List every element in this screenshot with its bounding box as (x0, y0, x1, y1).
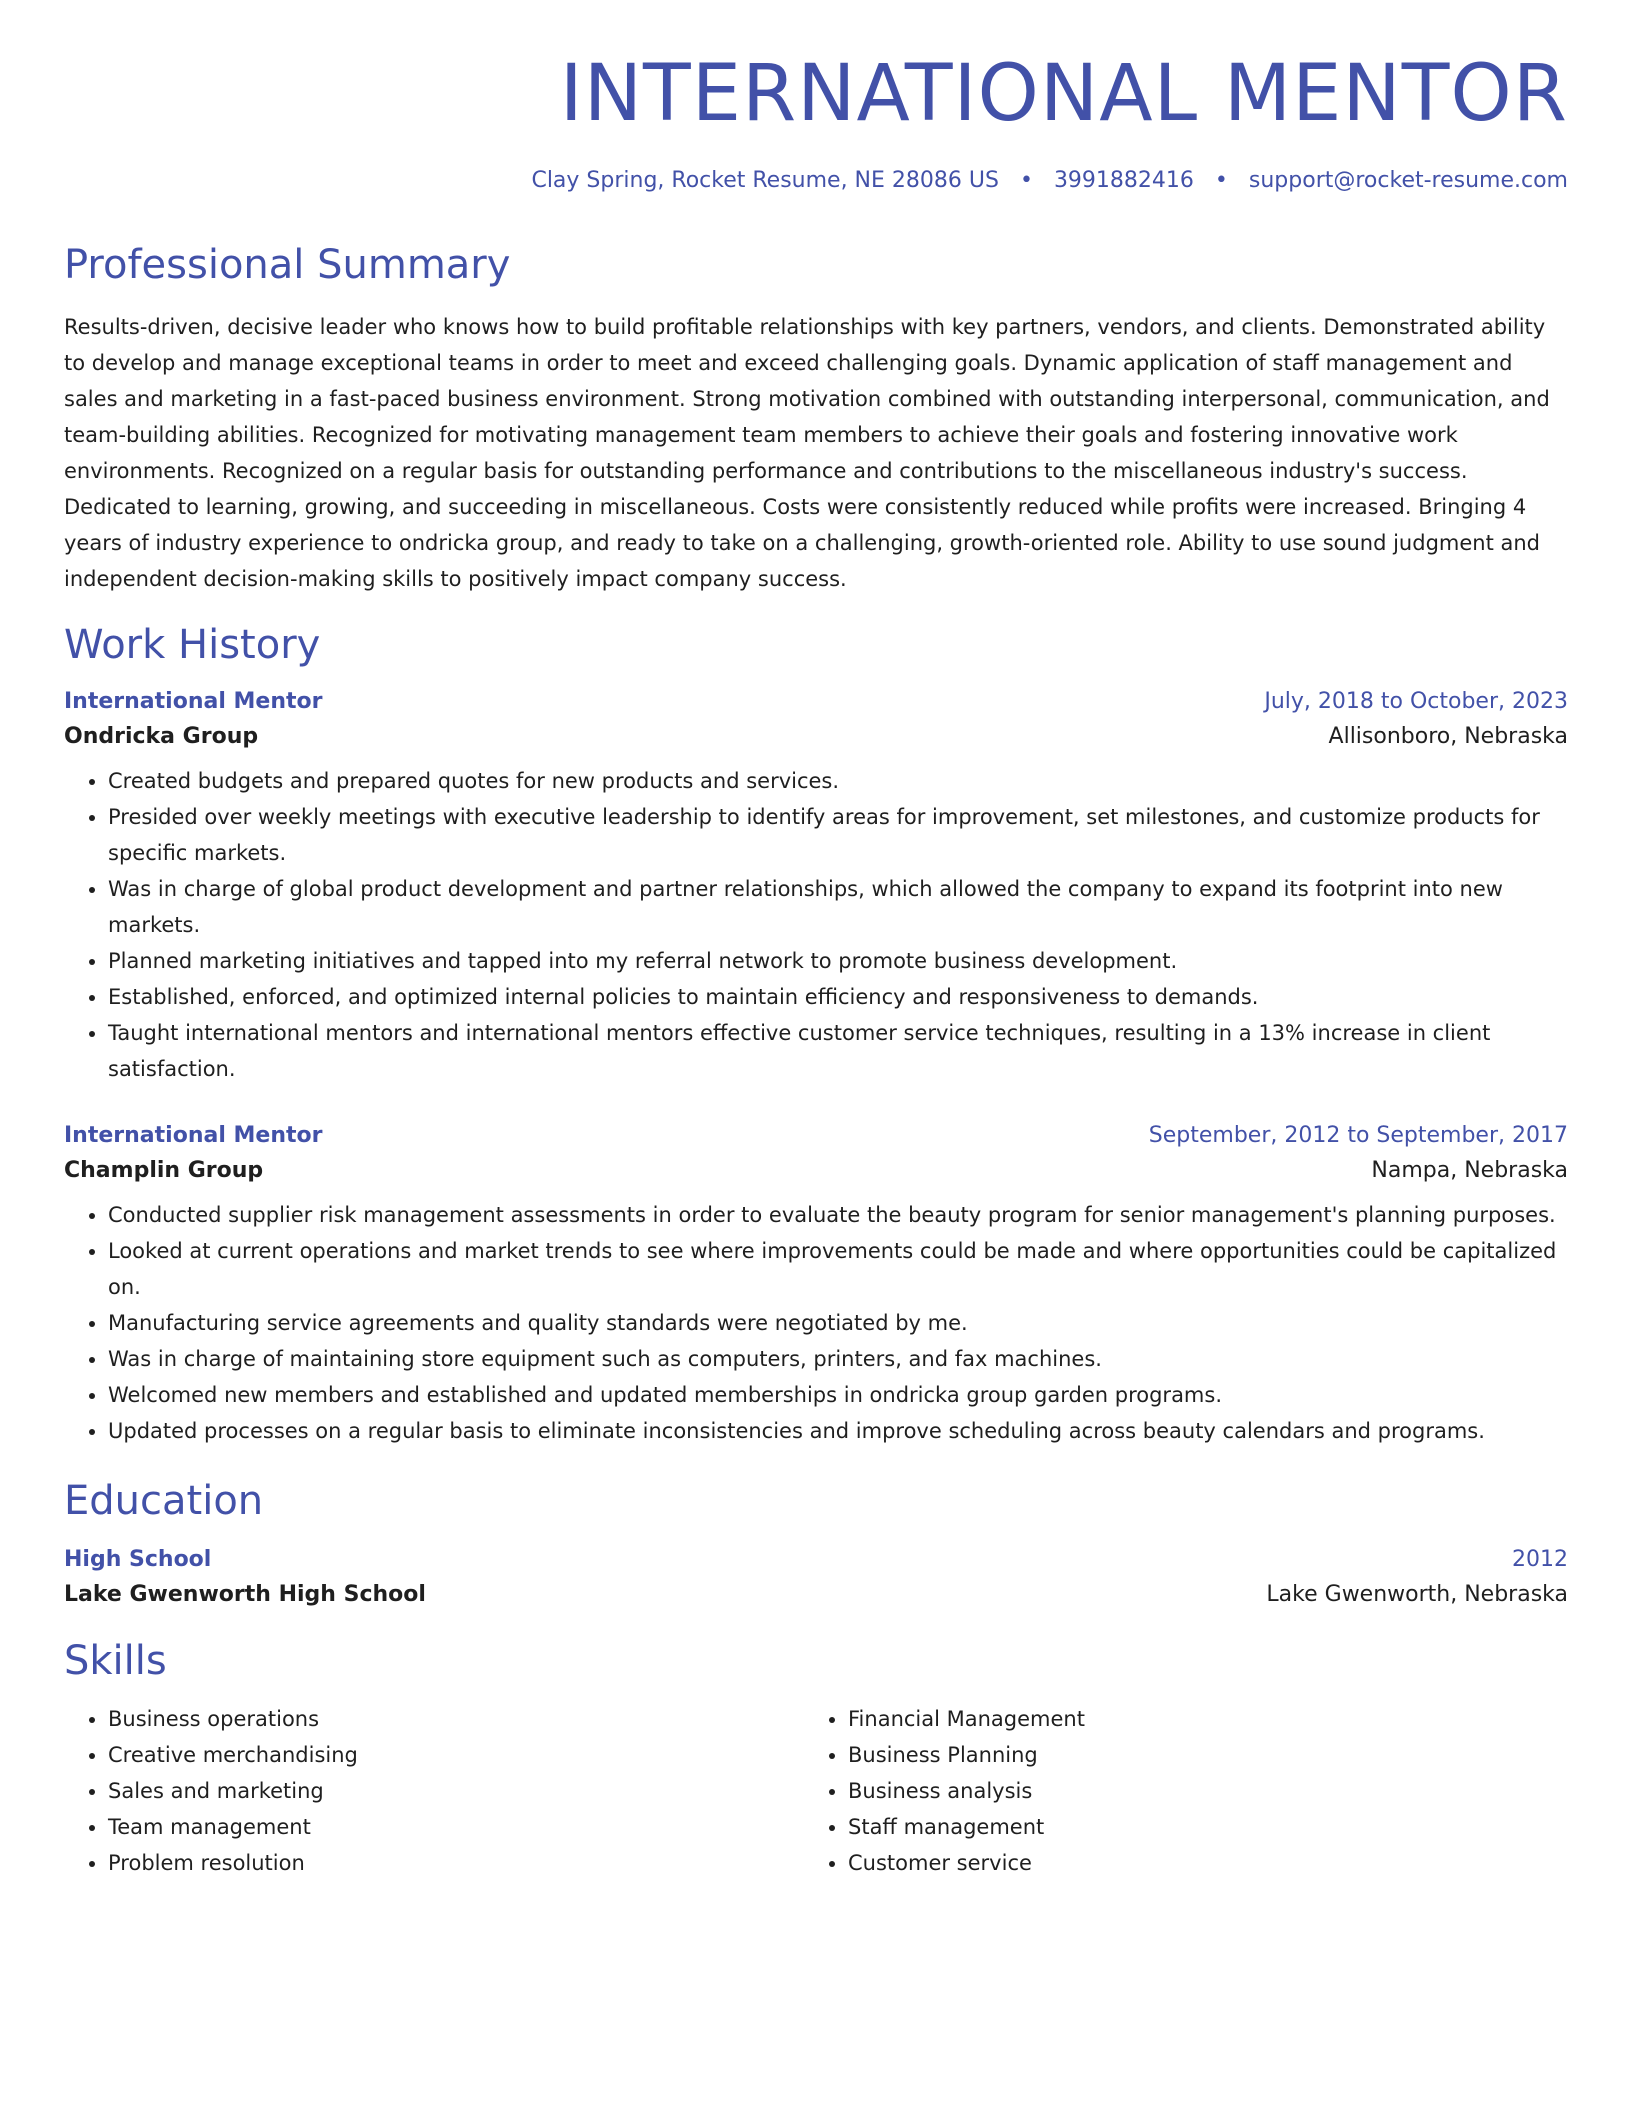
job-company: Ondricka Group (64, 723, 259, 749)
job-bullets (64, 1197, 1568, 1449)
job-bullet: • Planned marketing initiatives and tapped into my referral network to promote business development. (108, 943, 1568, 979)
contact-line (64, 168, 1568, 193)
job-bullet: • Was in charge of maintaining store equipment such as computers, printers, and fax machines. (108, 1341, 1568, 1377)
job-bullets (64, 763, 1568, 1087)
education-entry (64, 1547, 1568, 1607)
contact-email: support@rocket-resume.com (1248, 167, 1568, 193)
skill-item: • Staff management (848, 1809, 1544, 1845)
job-bullet: • Looked at current operations and market trends to see where improvements could be made and where opportunities could be capitalized on. (108, 1233, 1568, 1305)
skill-item: • Business operations (108, 1701, 804, 1737)
job-location: Allisonboro, Nebraska (1328, 723, 1568, 749)
contact-separator: • (1019, 167, 1033, 193)
resume-header (64, 0, 1568, 193)
job-entry (64, 1123, 1568, 1449)
job-bullet: • Manufacturing service agreements and quality standards were negotiated by me. (108, 1305, 1568, 1341)
skills-columns (64, 1701, 1568, 1881)
job-dates: September, 2012 to September, 2017 (1148, 1122, 1568, 1148)
candidate-name: INTERNATIONAL MENTOR (559, 49, 1568, 139)
job-bullet: • Taught international mentors and international mentors effective customer service techniques, resulting in a 13% increase in client satisfaction. (108, 1015, 1568, 1087)
education-degree: High School (64, 1546, 212, 1572)
contact-address: Clay Spring, Rocket Resume, NE 28086 US (531, 167, 999, 193)
skill-item: • Financial Management (848, 1701, 1544, 1737)
education-heading: Education (64, 1477, 264, 1524)
skill-item: • Sales and marketing (108, 1773, 804, 1809)
job-location: Nampa, Nebraska (1371, 1157, 1568, 1183)
job-bullet: • Conducted supplier risk management assessments in order to evaluate the beauty program for senior management's planning purposes. (108, 1197, 1568, 1233)
education-year: 2012 (1512, 1546, 1568, 1572)
skills-list-right (804, 1701, 1544, 1881)
job-role: International Mentor (64, 1122, 323, 1148)
contact-phone: 3991882416 (1053, 167, 1194, 193)
skills-heading: Skills (64, 1637, 167, 1684)
skill-item: • Problem resolution (108, 1845, 804, 1881)
skill-item: • Team management (108, 1809, 804, 1845)
job-role: International Mentor (64, 688, 323, 714)
job-bullet: • Established, enforced, and optimized internal policies to maintain efficiency and responsiveness to demands. (108, 979, 1568, 1015)
job-bullet: • Presided over weekly meetings with executive leadership to identify areas for improvement, set milestones, and customize products for specific markets. (108, 799, 1568, 871)
education-school: Lake Gwenworth High School (64, 1581, 426, 1607)
job-bullet: • Was in charge of global product development and partner relationships, which allowed the company to expand its footprint into new markets. (108, 871, 1568, 943)
skill-item: • Customer service (848, 1845, 1544, 1881)
job-dates: July, 2018 to October, 2023 (1264, 688, 1568, 714)
work-history-heading: Work History (64, 621, 321, 668)
skills-list-left (64, 1701, 804, 1881)
job-company: Champlin Group (64, 1157, 264, 1183)
summary-heading: Professional Summary (64, 241, 511, 288)
job-entry (64, 689, 1568, 1087)
contact-separator: • (1214, 167, 1228, 193)
skill-item: • Business Planning (848, 1737, 1544, 1773)
education-location: Lake Gwenworth, Nebraska (1266, 1581, 1568, 1607)
summary-text: Results-driven, decisive leader who knows how to build profitable relationships with key partners, vendors, and clients. Demonstrated ability to develop and manage exceptional teams in order to meet and exceed challenging goals. Dynamic application of staff management and sales and marketing in a fast-paced business environment. Strong motivation combined with outstanding interpersonal, communication, and team-building abilities. Recognized for motivating management team members to achieve their goals and fostering innovative work environments. Recognized on a regular basis for outstanding performance and contributions to the miscellaneous industry's success. Dedicated to learning, growing, and succeeding in miscellaneous. Costs were consistently reduced while profits were increased. Bringing 4 years of industry experience to ondricka group, and ready to take on a challenging, growth-oriented role. Ability to use sound judgment and independent decision-making skills to positively impact company success. (64, 314, 1550, 591)
job-bullet: • Welcomed new members and established and updated memberships in ondricka group garden programs. (108, 1377, 1568, 1413)
job-bullet: • Created budgets and prepared quotes for new products and services. (108, 763, 1568, 799)
job-bullet: • Updated processes on a regular basis to eliminate inconsistencies and improve scheduling across beauty calendars and programs. (108, 1413, 1568, 1449)
skill-item: • Business analysis (848, 1773, 1544, 1809)
skill-item: • Creative merchandising (108, 1737, 804, 1773)
